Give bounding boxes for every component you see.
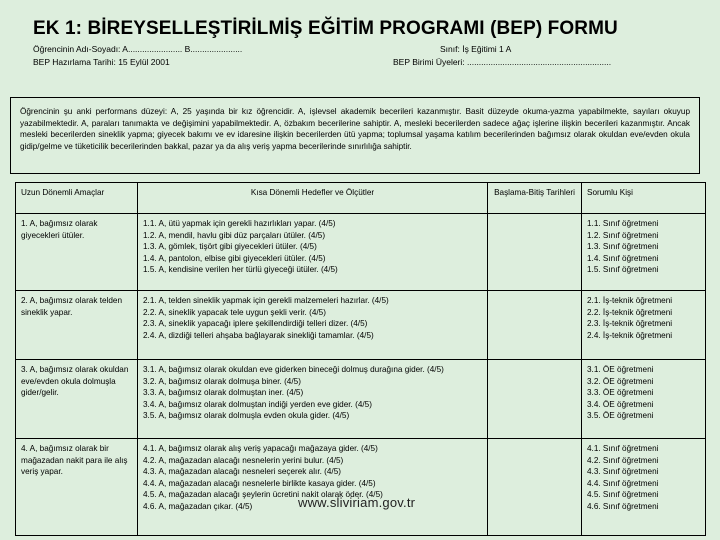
- objective-line: 3.1. A, bağımsız olarak okuldan eve giderken bineceği dolmuş durağına gider. (4/5): [143, 365, 444, 374]
- responsible-line: 1.1. Sınıf öğretmeni: [587, 219, 659, 228]
- responsible-cell: [582, 291, 706, 360]
- objective-line: 3.4. A, bağımsız olarak dolmuştan indiği yerden eve gider. (4/5): [143, 399, 372, 409]
- responsible-line: 4.1. Sınıf öğretmeni: [587, 444, 659, 453]
- table-row: [16, 439, 706, 536]
- short-term-objectives-cell: [138, 214, 488, 291]
- responsible-cell: [582, 360, 706, 439]
- objective-line: 2.3. A, sineklik yapacağı iplere şekillendirdiği telleri dizer. (4/5): [143, 319, 368, 328]
- objective-line: 4.5. A, mağazadan alacağı şeylerin ücretini nakit olarak öder. (4/5): [143, 490, 383, 499]
- long-term-goal-cell: 3. A, bağımsız olarak okuldan eve/evden okula dolmuşla gider/gelir.: [16, 360, 138, 439]
- watermark: www.sliviriam.gov.tr: [298, 495, 416, 510]
- responsible-line: 3.3. ÖE öğretmeni: [587, 388, 654, 397]
- responsible-line: 2.1. İş-teknik öğretmeni: [587, 296, 673, 305]
- responsible-line: 2.2. İş-teknik öğretmeni: [587, 307, 673, 317]
- responsible-line: 4.4. Sınıf öğretmeni: [587, 478, 659, 488]
- long-term-goals-header: Uzun Dönemli Amaçlar: [16, 183, 138, 214]
- responsible-line: 1.4. Sınıf öğretmeni: [587, 253, 659, 263]
- objective-line: 1.3. A, gömlek, tişört gibi giyecekleri ütüler. (4/5): [143, 242, 317, 251]
- responsible-line: 3.5. ÖE öğretmeni: [587, 411, 654, 420]
- objective-line: 1.1. A, ütü yapmak için gerekli hazırlıkları yapar. (4/5): [143, 219, 336, 228]
- responsible-line: 1.2. Sınıf öğretmeni: [587, 230, 659, 240]
- class-info-line: Sınıf: İş Eğitimi 1 A: [440, 44, 512, 54]
- objective-line: 2.2. A, sineklik yapacak tele uygun şekli verir. (4/5): [143, 307, 326, 317]
- objective-line: 2.4. A, dizdiği telleri ahşaba bağlayarak sinekliği tamamlar. (4/5): [143, 330, 374, 340]
- long-term-goal-cell: 4. A, bağımsız olarak bir mağazadan nakit para ile alış veriş yapar.: [16, 439, 138, 536]
- responsible-line: 2.4. İş-teknik öğretmeni: [587, 330, 673, 340]
- table-row: [16, 360, 706, 439]
- bep-plan-table: [15, 182, 706, 536]
- objective-line: 3.2. A, bağımsız olarak dolmuşa biner. (4/5): [143, 376, 301, 386]
- form-title: EK 1: BİREYSELLEŞTİRİLMİŞ EĞİTİM PROGRAMI (BEP) FORMU: [33, 18, 618, 39]
- objective-line: 2.1. A, telden sineklik yapmak için gerekli malzemeleri hazırlar. (4/5): [143, 296, 389, 305]
- short-term-objectives-header: Kısa Dönemli Hedefler ve Ölçütler: [138, 183, 488, 214]
- short-term-objectives-cell: [138, 439, 488, 536]
- responsible-line: 4.2. Sınıf öğretmeni: [587, 455, 659, 465]
- objective-line: 3.5. A, bağımsız olarak dolmuşla evden okula gider. (4/5): [143, 411, 350, 420]
- short-term-objectives-cell: [138, 291, 488, 360]
- long-term-goal-cell: 2. A, bağımsız olarak telden sineklik yapar.: [16, 291, 138, 360]
- objective-line: 3.3. A, bağımsız olarak dolmuştan iner. (4/5): [143, 388, 304, 397]
- objective-line: 4.6. A, mağazadan çıkar. (4/5): [143, 501, 253, 511]
- team-members-line: BEP Birimi Üyeleri: .............................................................: [393, 57, 612, 67]
- dates-cell: [488, 214, 582, 291]
- objective-line: 4.1. A, bağımsız olarak alış veriş yapacağı mağazaya gider. (4/5): [143, 444, 378, 453]
- objective-line: 4.2. A, mağazadan alacağı nesnelerin yerini bulur. (4/5): [143, 455, 344, 465]
- responsible-header: Sorumlu Kişi: [582, 183, 706, 214]
- student-name-line: Öğrencinin Adı-Soyadı: A....................... B......................: [33, 44, 243, 54]
- responsible-cell: [582, 439, 706, 536]
- prep-date-line: BEP Hazırlama Tarihi: 15 Eylül 2001: [33, 57, 170, 67]
- dates-cell: [488, 360, 582, 439]
- long-term-goal-cell: 1. A, bağımsız olarak giyecekleri ütüler.: [16, 214, 138, 291]
- dates-cell: [488, 439, 582, 536]
- objective-line: 4.4. A, mağazadan alacağı nesnelerle birlikte kasaya gider. (4/5): [143, 478, 376, 488]
- table-row: [16, 291, 706, 360]
- performance-summary: Öğrencinin şu anki performans düzeyi: A, 25 yaşında bir kız öğrencidir. A, işlevsel akademik becerileri kazanmıştır. Basit düzeyde okuma-yazma yapabilmekte, sayıları okuyup yazabilmektedir. A, paraları tanımakta ve değişimini yapabilmektedir. A, özbakım becerilerine sahiptir. A, mesleki becerilerden sadece ağaç işlerine ilişkin becerileri kazanmıştır. Ancak mesleki becerilerden sineklik yapma; giyecek bakımı ve ev idaresine ilişkin becerilerden ütü yapma; toplumsal yaşama katılım becerilerinden bağımsız olarak okuldan eve/evden okula gidip/gelme ve tüketicilik becerilerinden bakkal, pazar ya da alış veriş yapma becerilerinde sınırlılığa sahiptir.: [10, 97, 700, 174]
- dates-header: Başlama-Bitiş Tarihleri: [488, 183, 582, 214]
- responsible-line: 3.2. ÖE öğretmeni: [587, 376, 654, 386]
- short-term-objectives-cell: [138, 360, 488, 439]
- responsible-line: 3.1. ÖE öğretmeni: [587, 365, 654, 374]
- responsible-line: 4.3. Sınıf öğretmeni: [587, 467, 659, 476]
- objective-line: 1.4. A, pantolon, elbise gibi giyecekleri ütüler. (4/5): [143, 253, 326, 263]
- responsible-line: 4.5. Sınıf öğretmeni: [587, 490, 659, 499]
- objective-line: 4.3. A, mağazadan alacağı nesneleri seçerek alır. (4/5): [143, 467, 341, 476]
- dates-cell: [488, 291, 582, 360]
- responsible-line: 3.4. ÖE öğretmeni: [587, 399, 654, 409]
- responsible-line: 2.3. İş-teknik öğretmeni: [587, 319, 673, 328]
- table-header-row: [16, 183, 706, 214]
- responsible-line: 1.5. Sınıf öğretmeni: [587, 265, 659, 274]
- responsible-cell: [582, 214, 706, 291]
- objective-line: 1.2. A, mendil, havlu gibi düz parçaları ütüler. (4/5): [143, 230, 326, 240]
- responsible-line: 4.6. Sınıf öğretmeni: [587, 501, 659, 511]
- responsible-line: 1.3. Sınıf öğretmeni: [587, 242, 659, 251]
- table-row: [16, 214, 706, 291]
- objective-line: 1.5. A, kendisine verilen her türlü giyeceği ütüler. (4/5): [143, 265, 338, 274]
